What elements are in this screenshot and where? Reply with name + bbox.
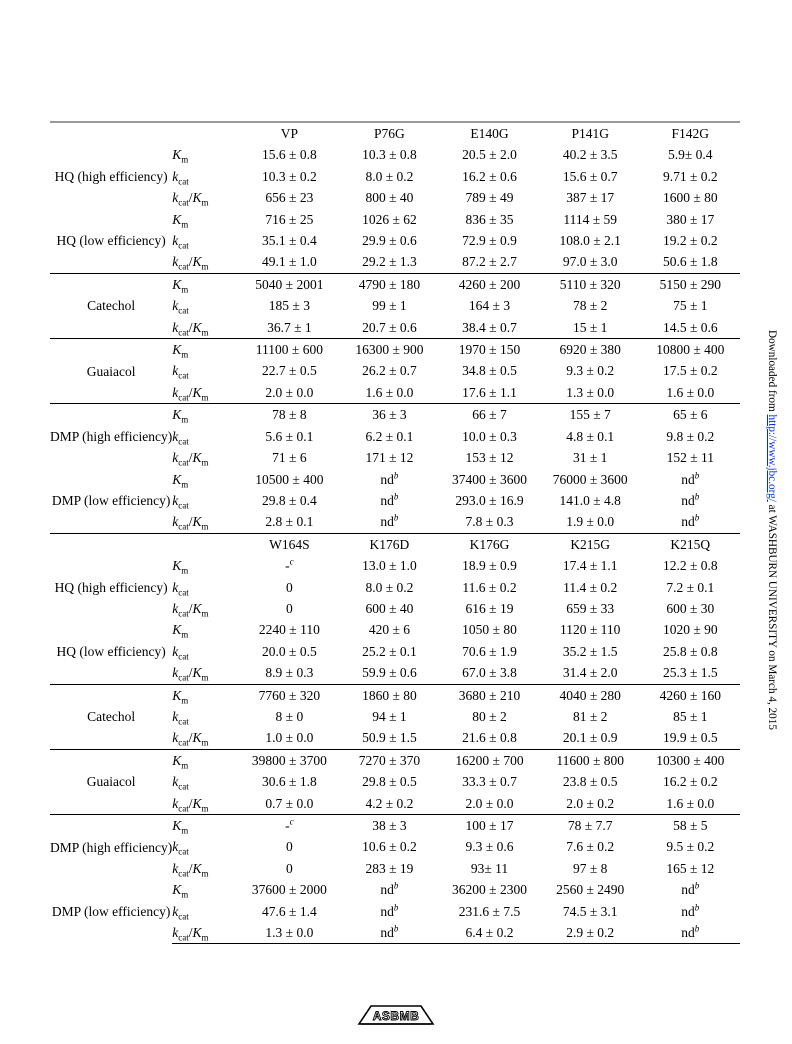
column-header: P141G (540, 122, 641, 144)
table-cell: 35.1 ± 0.4 (262, 233, 317, 249)
table-cell: 17.6 ± 1.1 (462, 384, 517, 400)
kcat-per-km-label: $k_{cat}/K_m$ (172, 254, 209, 273)
table-cell: 17.5 ± 0.2 (662, 363, 718, 379)
table-cell: nd$^b$ (340, 922, 439, 944)
header-row (50, 122, 740, 144)
header-row (50, 533, 740, 555)
table-cell: 0 (285, 579, 293, 595)
table-cell: 9.71 ± 0.2 (662, 168, 718, 184)
kcat-per-km-label: $k_{cat}/K_m$ (172, 514, 209, 532)
table-cell: 4.2 ± 0.2 (365, 795, 414, 811)
table-cell: 9.5 ± 0.2 (666, 839, 715, 855)
footnote-marker: b (393, 880, 399, 891)
table-cell: 108.0 ± 2.1 (559, 233, 621, 249)
table-cell: 100 ± 17 (439, 815, 540, 837)
table-cell: 37400 ± 3600 (452, 471, 527, 487)
table-cell: 5110 ± 320 (540, 273, 641, 295)
table-cell: 2.0 ± 0.2 (566, 795, 615, 811)
table-cell: nd$^b$ (380, 470, 399, 487)
table-cell: 1.6 ± 0.0 (365, 384, 414, 400)
footnote-marker: b (393, 491, 399, 502)
table-cell: 50.9 ± 1.5 (362, 730, 417, 746)
table-row (50, 209, 740, 230)
kcat-per-km-label: $k_{cat}/K_m$ (172, 795, 209, 814)
table-cell: 800 ± 40 (365, 190, 414, 206)
substrate-label: DMP (low efficiency) (51, 493, 171, 509)
table-cell: 29.8 ± 0.5 (362, 774, 417, 790)
table-cell: 40.2 ± 3.5 (562, 147, 618, 163)
column-header: E140G (439, 122, 540, 144)
table-cell: 2240 ± 110 (258, 622, 320, 638)
table-cell: -$^c$ (239, 815, 340, 837)
table-cell: 0.7 ± 0.0 (265, 795, 314, 811)
table-cell: 67.0 ± 3.8 (462, 665, 517, 681)
table-cell: 231.6 ± 7.5 (458, 903, 521, 919)
column-header: K215Q (641, 533, 740, 555)
table-cell: 13.0 ± 1.0 (362, 558, 417, 574)
table-cell: 1.3 ± 0.0 (566, 384, 615, 400)
table-cell: 293.0 ± 16.9 (455, 492, 524, 508)
table-cell: 7270 ± 370 (340, 749, 439, 771)
table-cell: 6.2 ± 0.1 (365, 428, 414, 444)
table-cell: 38 ± 3 (340, 815, 439, 837)
footnote-marker: b (694, 880, 700, 891)
table-cell: 600 ± 30 (666, 600, 715, 616)
table-cell: 20.5 ± 2.0 (462, 147, 517, 163)
table-cell: 3680 ± 210 (439, 684, 540, 706)
table-cell: 18.9 ± 0.9 (462, 558, 517, 574)
column-header: F142G (641, 122, 740, 144)
table-cell: 0 (285, 600, 293, 616)
kcat-per-km-label: $k_{cat}/K_m$ (172, 319, 209, 338)
table-row (50, 339, 740, 361)
column-header: K176G (439, 533, 540, 555)
km-label: $K_m$ (172, 339, 239, 361)
table-cell: 6.4 ± 0.2 (439, 922, 540, 944)
table-cell: 656 ± 23 (265, 190, 314, 206)
table-cell: 185 ± 3 (268, 298, 310, 314)
km-label: $K_m$ (172, 273, 239, 295)
substrate-label: Guaiacol (50, 339, 172, 404)
asbmb-logo-icon (357, 1002, 435, 1028)
table-cell: 2560 ± 2490 (556, 882, 625, 898)
table-cell: 1114 ± 59 (563, 211, 618, 227)
table-cell: 94 ± 1 (372, 708, 407, 724)
table-cell: 71 ± 6 (272, 450, 307, 466)
table-cell: nd$^b$ (380, 902, 399, 919)
table-cell: 85 ± 1 (673, 708, 708, 724)
km-label: $K_m$ (172, 622, 189, 641)
table-cell: 15.6 ± 0.7 (562, 168, 618, 184)
table-row (50, 144, 740, 165)
table-cell: 600 ± 40 (365, 600, 414, 616)
table-cell: 5150 ± 290 (641, 273, 740, 295)
km-label: $K_m$ (172, 882, 189, 900)
table-cell: 171 ± 12 (365, 450, 414, 466)
kcat-label: $k_{cat}$ (172, 774, 189, 792)
table-row (50, 555, 740, 576)
table-cell: 12.2 ± 0.8 (662, 558, 718, 574)
table-row (50, 619, 740, 640)
substrate-label: DMP (high efficiency) (50, 815, 172, 880)
table-cell: 76000 ± 3600 (552, 471, 628, 487)
table-cell: 19.2 ± 0.2 (662, 233, 718, 249)
table-cell: 16300 ± 900 (340, 339, 439, 361)
table-cell: 23.8 ± 0.5 (562, 774, 618, 790)
table-cell: 20.1 ± 0.9 (562, 730, 618, 746)
table-cell: 29.2 ± 1.3 (362, 254, 417, 270)
table-cell: 15 ± 1 (572, 319, 608, 335)
table-cell: nd$^b$ (380, 512, 399, 530)
table-cell: nd$^b$ (380, 491, 399, 508)
kcat-per-km-label: $k_{cat}/K_m$ (172, 600, 209, 619)
table-cell: 74.5 ± 3.1 (562, 903, 618, 919)
table-cell: 20.7 ± 0.6 (362, 319, 417, 335)
substrate-label: DMP (low efficiency) (51, 904, 171, 920)
footnote-marker: b (694, 923, 700, 934)
table-cell: 0 (285, 860, 293, 876)
table-cell: 11600 ± 800 (540, 749, 641, 771)
km-label: $K_m$ (172, 815, 239, 837)
table-cell: 81 ± 2 (572, 708, 608, 724)
table-cell: 380 ± 17 (666, 211, 715, 227)
kcat-label: $k_{cat}$ (172, 298, 189, 316)
table-cell: 17.4 ± 1.1 (562, 558, 618, 574)
kcat-per-km-label: $k_{cat}/K_m$ (172, 384, 209, 403)
kcat-label: $k_{cat}$ (172, 839, 189, 858)
table-cell: 26.2 ± 0.7 (362, 363, 417, 379)
table-cell: 141.0 ± 4.8 (559, 492, 621, 508)
table-cell: 87.2 ± 2.7 (462, 254, 517, 270)
asbmb-logo-text: ASBMB (372, 1009, 420, 1023)
substrate-label: HQ (high efficiency) (54, 579, 168, 595)
table-row (50, 749, 740, 771)
table-cell: 58 ± 5 (641, 815, 740, 837)
kcat-label: $k_{cat}$ (172, 492, 189, 511)
table-cell: 4.8 ± 0.1 (566, 428, 615, 444)
table-cell: 165 ± 12 (666, 860, 715, 876)
table-cell: 25.3 ± 1.5 (662, 665, 718, 681)
table-cell: 97 ± 8 (572, 860, 608, 876)
substrate-label: Guaiacol (50, 749, 172, 814)
asbmb-logo (357, 1002, 435, 1028)
footnote-marker: b (694, 470, 700, 480)
footnote-marker: c (289, 816, 294, 827)
table-cell: 789 ± 49 (465, 190, 514, 206)
table-cell: nd$^b$ (681, 902, 700, 919)
table-cell: 70.6 ± 1.9 (462, 643, 517, 659)
footnote-marker: b (393, 470, 399, 480)
column-header: K176D (340, 533, 439, 555)
table-cell: 25.8 ± 0.8 (662, 643, 718, 659)
table-cell: 5040 ± 2001 (239, 273, 340, 295)
column-header: K215G (540, 533, 641, 555)
table-cell: nd$^b$ (380, 880, 399, 898)
table-cell: 2.0 ± 0.0 (465, 795, 514, 811)
km-label: $K_m$ (172, 471, 189, 490)
table-cell: 15.6 ± 0.8 (262, 147, 317, 163)
table-cell: 8 ± 0 (275, 708, 304, 724)
table-cell: nd$^b$ (681, 512, 700, 530)
table-cell: 38.4 ± 0.7 (462, 319, 517, 335)
substrate-label: Catechol (50, 684, 172, 749)
table-cell: 5.6 ± 0.1 (265, 428, 314, 444)
table-cell: 152 ± 11 (666, 450, 714, 466)
table-cell: 1.6 ± 0.0 (666, 795, 715, 811)
table-cell: 10500 ± 400 (255, 471, 324, 487)
table-cell: 20.0 ± 0.5 (262, 643, 317, 659)
table-cell: 59.9 ± 0.6 (362, 665, 417, 681)
table-cell: 33.3 ± 0.7 (462, 774, 517, 790)
km-label: $K_m$ (172, 749, 239, 771)
table-cell: 99 ± 1 (372, 298, 407, 314)
table-cell: 2.0 ± 0.0 (265, 384, 314, 400)
table-cell: 22.7 ± 0.5 (262, 363, 317, 379)
kcat-label: $k_{cat}$ (172, 428, 189, 447)
table-cell: 36 ± 3 (340, 404, 439, 426)
table-cell: 30.6 ± 1.8 (262, 774, 317, 790)
table-cell: 7.2 ± 0.1 (666, 579, 715, 595)
table-cell: 6920 ± 380 (540, 339, 641, 361)
table-cell: 11100 ± 600 (239, 339, 340, 361)
kcat-label: $k_{cat}$ (172, 903, 189, 922)
table-cell: 72.9 ± 0.9 (462, 233, 517, 249)
table-cell: 80 ± 2 (472, 708, 507, 724)
table-cell: 1970 ± 150 (439, 339, 540, 361)
table-cell: 10300 ± 400 (641, 749, 740, 771)
table-cell: 420 ± 6 (368, 622, 411, 638)
table-cell: 78 ± 8 (239, 404, 340, 426)
table-cell: 19.9 ± 0.5 (662, 730, 718, 746)
footnote-marker: c (289, 556, 294, 567)
table-cell: 10.3 ± 0.2 (262, 168, 317, 184)
table-cell: nd$^b$ (681, 491, 700, 508)
table-row (50, 815, 740, 837)
table-cell: 39800 ± 3700 (239, 749, 340, 771)
table-cell: 4040 ± 280 (540, 684, 641, 706)
kcat-per-km-label: $k_{cat}/K_m$ (172, 450, 209, 468)
table-cell: 25.2 ± 0.1 (362, 643, 417, 659)
substrate-label: Catechol (50, 273, 172, 338)
table-cell: nd$^b$ (681, 880, 700, 898)
table-cell: nd$^b$ (641, 922, 740, 944)
table-cell: 16.2 ± 0.6 (462, 168, 517, 184)
table-cell: 155 ± 7 (540, 404, 641, 426)
table-cell: 387 ± 17 (566, 190, 615, 206)
table-cell: 1600 ± 80 (662, 190, 718, 206)
table-cell: 1.0 ± 0.0 (265, 730, 314, 746)
kcat-label: $k_{cat}$ (172, 643, 189, 662)
table-cell: 14.5 ± 0.6 (662, 319, 718, 335)
kcat-label: $k_{cat}$ (172, 579, 189, 598)
table-cell: 11.6 ± 0.2 (462, 579, 517, 595)
table-cell: 49.1 ± 1.0 (262, 254, 317, 270)
table-cell: 97.0 ± 3.0 (562, 254, 618, 270)
table-cell: 9.8 ± 0.2 (666, 428, 715, 444)
column-header: W164S (239, 533, 340, 555)
download-notice-prefix: Downloaded from (766, 330, 778, 415)
table-cell: 7.6 ± 0.2 (566, 839, 615, 855)
substrate-label: HQ (low efficiency) (56, 233, 166, 249)
table-cell: 29.9 ± 0.6 (362, 233, 417, 249)
table-cell: 5.9± 0.4 (668, 147, 713, 163)
table-cell: 1.3 ± 0.0 (239, 922, 340, 944)
footnote-marker: b (694, 491, 700, 502)
table-cell: 78 ± 7.7 (540, 815, 641, 837)
table-cell: 66 ± 7 (439, 404, 540, 426)
footnote-marker: b (393, 923, 399, 934)
substrate-label: DMP (high efficiency) (50, 404, 172, 469)
substrate-label: HQ (low efficiency) (56, 643, 166, 659)
table-cell: 4790 ± 180 (340, 273, 439, 295)
table-cell: 36200 ± 2300 (452, 882, 527, 898)
table-cell: 8.9 ± 0.3 (265, 665, 314, 681)
table-cell: 8.0 ± 0.2 (365, 168, 414, 184)
kcat-per-km-label: $k_{cat}/K_m$ (172, 860, 209, 879)
table-cell: 10.0 ± 0.3 (462, 428, 517, 444)
footnote-marker: b (694, 512, 700, 523)
table-cell: 0 (285, 839, 293, 855)
substrate-label: HQ (high efficiency) (54, 169, 168, 185)
table-cell: 93± 11 (470, 860, 509, 876)
kcat-label: $k_{cat}$ (172, 233, 189, 251)
table-cell: 16200 ± 700 (439, 749, 540, 771)
table-cell: 836 ± 35 (465, 211, 514, 227)
download-notice-suffix: at WASHBURN UNIVERSITY on March 4, 2015 (766, 501, 778, 730)
kcat-per-km-label: $k_{cat}/K_m$ (172, 665, 209, 683)
table-cell: 65 ± 6 (641, 404, 740, 426)
table-cell: 50.6 ± 1.8 (662, 254, 718, 270)
table-row (50, 879, 740, 900)
download-notice (764, 330, 780, 730)
column-header: P76G (340, 122, 439, 144)
table-cell: 9.3 ± 0.2 (566, 363, 615, 379)
kinetic-parameters-table (50, 121, 740, 944)
table-cell: 1120 ± 110 (559, 622, 621, 638)
table-cell: 10800 ± 400 (641, 339, 740, 361)
km-label: $K_m$ (172, 211, 189, 230)
table-cell: 29.8 ± 0.4 (262, 492, 317, 508)
table-cell: 78 ± 2 (572, 298, 608, 314)
table-cell: 7760 ± 320 (239, 684, 340, 706)
table-cell: 1.9 ± 0.0 (566, 514, 615, 530)
table-cell: 659 ± 33 (566, 600, 615, 616)
footnote-marker: b (393, 902, 399, 913)
table-cell: 153 ± 12 (465, 450, 514, 466)
km-label: $K_m$ (172, 404, 239, 426)
table-cell: 16.2 ± 0.2 (662, 774, 718, 790)
column-header: VP (239, 122, 340, 144)
table-cell: 283 ± 19 (365, 860, 414, 876)
table-cell: 36.7 ± 1 (267, 319, 312, 335)
table-cell: 1020 ± 90 (662, 622, 718, 638)
table-cell: 31 ± 1 (572, 450, 608, 466)
table-cell: 164 ± 3 (468, 298, 511, 314)
table-cell: 4260 ± 160 (641, 684, 740, 706)
table-cell: 47.6 ± 1.4 (262, 903, 317, 919)
table-cell: 1026 ± 62 (362, 211, 417, 227)
km-label: $K_m$ (172, 147, 189, 166)
kcat-label: $k_{cat}$ (172, 708, 189, 727)
table-cell: 10.6 ± 0.2 (362, 839, 417, 855)
table-cell: 21.6 ± 0.8 (462, 730, 517, 746)
table-cell: 1.6 ± 0.0 (666, 384, 715, 400)
table-cell: 616 ± 19 (465, 600, 514, 616)
table-cell: 716 ± 25 (265, 211, 314, 227)
table-cell: 2.9 ± 0.2 (540, 922, 641, 944)
km-label: $K_m$ (172, 684, 239, 706)
jbc-link[interactable]: http://www.jbc.org/ (766, 414, 778, 502)
table-cell: 8.0 ± 0.2 (365, 579, 414, 595)
table-row (50, 273, 740, 295)
footnote-marker: b (393, 512, 399, 523)
kcat-per-km-label: $k_{cat}/K_m$ (172, 730, 209, 749)
table-cell: 31.4 ± 2.0 (562, 665, 618, 681)
kcat-per-km-label: $k_{cat}/K_m$ (172, 922, 239, 944)
table-cell: 9.3 ± 0.6 (465, 839, 514, 855)
table-cell: 4260 ± 200 (439, 273, 540, 295)
table-cell: -$^c$ (285, 556, 294, 574)
table-cell: 1860 ± 80 (340, 684, 439, 706)
footnote-marker: b (694, 902, 700, 913)
kcat-label: $k_{cat}$ (172, 168, 189, 187)
kcat-per-km-label: $k_{cat}/K_m$ (172, 190, 209, 208)
table-cell: 34.8 ± 0.5 (462, 363, 517, 379)
table-cell: 37600 ± 2000 (251, 882, 327, 898)
kcat-label: $k_{cat}$ (172, 363, 189, 382)
table-cell: 2.8 ± 0.1 (265, 514, 314, 530)
table-row (50, 469, 740, 490)
table-cell: 1050 ± 80 (462, 622, 517, 638)
table-cell: 75 ± 1 (673, 298, 708, 314)
table-cell: 35.2 ± 1.5 (562, 643, 618, 659)
table-cell: 7.8 ± 0.3 (465, 514, 514, 530)
table-row (50, 404, 740, 426)
table-cell: 10.3 ± 0.8 (362, 147, 417, 163)
km-label: $K_m$ (172, 558, 189, 576)
table-cell: 11.4 ± 0.2 (563, 579, 618, 595)
table-row (50, 684, 740, 706)
table-cell: nd$^b$ (681, 470, 700, 487)
